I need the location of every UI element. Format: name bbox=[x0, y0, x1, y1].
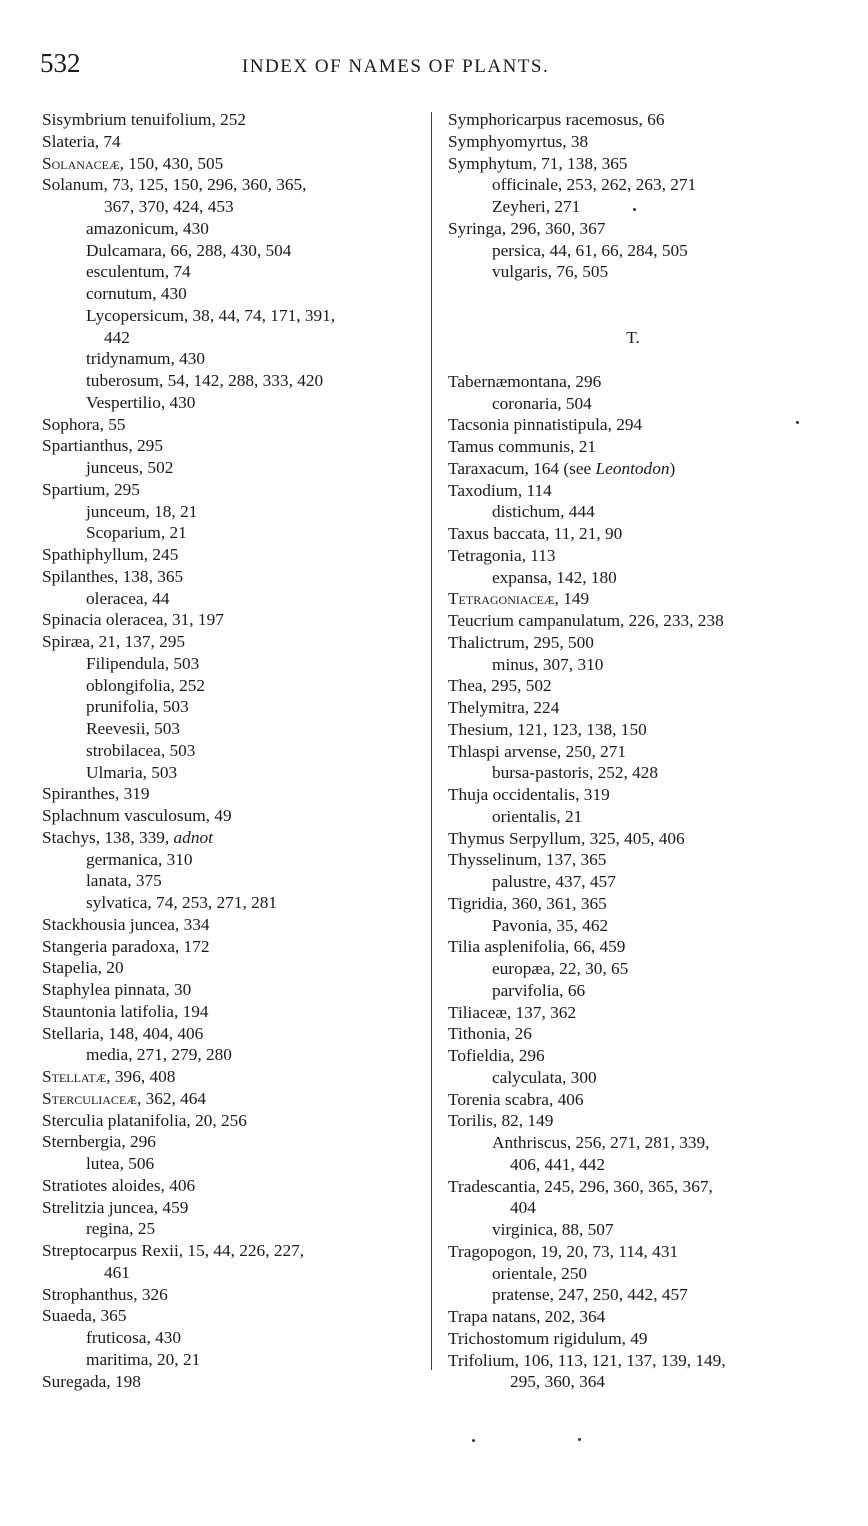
index-entry: Thuja occidentalis, 319 bbox=[448, 785, 610, 804]
index-entry: Tragopogon, 19, 20, 73, 114, 431 bbox=[448, 1241, 679, 1261]
index-entry: Tofieldia, 296 bbox=[448, 1046, 545, 1065]
index-entry: Trichostomum rigidulum, 49 bbox=[448, 1328, 648, 1348]
index-entry: Thysselinum, 137, 365 bbox=[448, 850, 607, 870]
index-entry: Reevesii, 503 bbox=[86, 719, 181, 738]
index-entry: Symphyomyrtus, 38 bbox=[448, 131, 589, 151]
index-entry: Sisymbrium tenuifolium, 252 bbox=[42, 110, 247, 129]
index-entry: Suaeda, 365 bbox=[42, 1306, 127, 1326]
index-entry: Staphylea pinnata, 30 bbox=[42, 980, 192, 999]
index-entry: Stapelia, 20 bbox=[42, 958, 124, 978]
page-header bbox=[40, 46, 830, 86]
index-entry: 295, 360, 364 bbox=[510, 1372, 606, 1392]
index-entry: pratense, 247, 250, 442, 457 bbox=[492, 1285, 688, 1305]
index-entry: maritima, 20, 21 bbox=[86, 1349, 201, 1369]
index-entry: lutea, 506 bbox=[86, 1154, 155, 1173]
index-entry: amazonicum, 430 bbox=[86, 218, 209, 238]
index-entry: Anthriscus, 256, 271, 281, 339, bbox=[492, 1133, 710, 1152]
index-entry: Thesium, 121, 123, 138, 150 bbox=[448, 719, 647, 739]
print-speck bbox=[578, 1438, 581, 1441]
index-entry: strobilacea, 503 bbox=[86, 740, 196, 760]
index-entry: esculentum, 74 bbox=[86, 262, 191, 282]
index-entry: lanata, 375 bbox=[86, 871, 162, 891]
index-entry: Tacsonia pinnatistipula, 294 bbox=[448, 415, 643, 435]
index-entry: Spartianthus, 295 bbox=[42, 436, 163, 456]
index-entry: Stellaria, 148, 404, 406 bbox=[42, 1023, 204, 1043]
index-entry: Trapa natans, 202, 364 bbox=[448, 1307, 606, 1326]
index-column-left bbox=[42, 109, 427, 1392]
index-entry: bursa-pastoris, 252, 428 bbox=[492, 763, 659, 783]
index-entry: Spinacia oleracea, 31, 197 bbox=[42, 610, 224, 630]
index-entry: tridynamum, 430 bbox=[86, 349, 206, 369]
index-entry: Thymus Serpyllum, 325, 405, 406 bbox=[448, 828, 685, 848]
index-entry: Solanum, 73, 125, 150, 296, 360, 365, bbox=[42, 175, 307, 195]
index-entry: Trifolium, 106, 113, 121, 137, 139, 149, bbox=[448, 1350, 726, 1370]
index-entry: Sterculia platanifolia, 20, 256 bbox=[42, 1110, 247, 1130]
index-entry: Thalictrum, 295, 500 bbox=[448, 632, 594, 652]
index-entry: Taraxacum, 164 (see Leontodon) bbox=[448, 458, 676, 478]
index-entry: Dulcamara, 66, 288, 430, 504 bbox=[86, 240, 292, 260]
index-entry: Streptocarpus Rexii, 15, 44, 226, 227, bbox=[42, 1241, 305, 1260]
index-entry: Taxus baccata, 11, 21, 90 bbox=[448, 524, 623, 543]
index-entry: Tigridia, 360, 361, 365 bbox=[448, 893, 607, 913]
index-entry: Torenia scabra, 406 bbox=[448, 1089, 584, 1109]
index-entry: Spilanthes, 138, 365 bbox=[42, 566, 184, 586]
index-entry: Filipendula, 503 bbox=[86, 653, 200, 673]
index-entry: oblongifolia, 252 bbox=[86, 675, 206, 695]
index-entry: Slateria, 74 bbox=[42, 131, 121, 151]
index-entry: Thlaspi arvense, 250, 271 bbox=[448, 741, 627, 761]
index-entry: distichum, 444 bbox=[492, 502, 595, 522]
index-entry: Stellatæ, 396, 408 bbox=[42, 1067, 176, 1086]
index-entry: 406, 441, 442 bbox=[510, 1154, 606, 1174]
index-entry: Sternbergia, 296 bbox=[42, 1132, 156, 1152]
index-entry: Zeyheri, 271 bbox=[492, 197, 581, 216]
index-entry: minus, 307, 310 bbox=[492, 654, 604, 674]
index-entry: Thea, 295, 502 bbox=[448, 676, 552, 696]
index-entry: Spiræa, 21, 137, 295 bbox=[42, 632, 186, 651]
running-title: INDEX OF NAMES OF PLANTS. bbox=[242, 56, 550, 77]
index-entry: cornutum, 430 bbox=[86, 284, 187, 303]
index-entry: Stangeria paradoxa, 172 bbox=[42, 936, 210, 956]
index-entry: Thelymitra, 224 bbox=[448, 698, 560, 717]
index-entry: orientalis, 21 bbox=[492, 806, 583, 826]
index-entry: germanica, 310 bbox=[86, 849, 193, 869]
index-entry: 404 bbox=[510, 1198, 536, 1218]
index-entry: Tamus communis, 21 bbox=[448, 437, 597, 456]
index-entry: fruticosa, 430 bbox=[86, 1328, 182, 1347]
index-entry: Tetragoniaceæ, 149 bbox=[448, 589, 590, 609]
index-entry: Strelitzia juncea, 459 bbox=[42, 1197, 189, 1217]
index-entry: 442 bbox=[104, 327, 130, 347]
index-entry: Symphytum, 71, 138, 365 bbox=[448, 153, 628, 173]
index-entry: Vespertilio, 430 bbox=[86, 392, 196, 412]
index-entry: Sterculiaceæ, 362, 464 bbox=[42, 1088, 207, 1108]
index-entry: 461 bbox=[104, 1262, 130, 1282]
index-entry: Sophora, 55 bbox=[42, 414, 126, 434]
index-entry: Stachys, 138, 339, adnot bbox=[42, 827, 213, 847]
section-letter-heading: T. bbox=[626, 328, 640, 347]
index-entry: palustre, 437, 457 bbox=[492, 872, 616, 891]
index-entry: Stratiotes aloides, 406 bbox=[42, 1175, 196, 1195]
index-entry: europæa, 22, 30, 65 bbox=[492, 959, 629, 978]
index-entry: Pavonia, 35, 462 bbox=[492, 915, 609, 935]
index-entry: Torilis, 82, 149 bbox=[448, 1111, 554, 1131]
index-entry: Strophanthus, 326 bbox=[42, 1284, 168, 1304]
index-entry: tuberosum, 54, 142, 288, 333, 420 bbox=[86, 371, 324, 390]
index-entry: oleracea, 44 bbox=[86, 588, 170, 608]
column-divider bbox=[431, 112, 432, 1370]
index-entry: prunifolia, 503 bbox=[86, 697, 189, 717]
index-entry: Spathiphyllum, 245 bbox=[42, 545, 179, 564]
index-entry: virginica, 88, 507 bbox=[492, 1220, 614, 1239]
index-entry: Stauntonia latifolia, 194 bbox=[42, 1001, 209, 1021]
index-entry: Tetragonia, 113 bbox=[448, 545, 556, 565]
index-entry: 367, 370, 424, 453 bbox=[104, 197, 234, 216]
index-column-right bbox=[448, 109, 838, 1393]
index-entry: Lycopersicum, 38, 44, 74, 171, 391, bbox=[86, 305, 336, 325]
index-entry: Solanaceæ, 150, 430, 505 bbox=[42, 153, 224, 173]
index-entry: Scoparium, 21 bbox=[86, 523, 187, 543]
index-entry: regina, 25 bbox=[86, 1219, 156, 1239]
index-entry: Taxodium, 114 bbox=[448, 480, 552, 500]
index-entry: parvifolia, 66 bbox=[492, 980, 586, 1000]
index-entry: Tilia asplenifolia, 66, 459 bbox=[448, 937, 626, 957]
index-entry: officinale, 253, 262, 263, 271 bbox=[492, 175, 697, 195]
print-speck bbox=[633, 208, 636, 211]
index-entry: Tradescantia, 245, 296, 360, 365, 367, bbox=[448, 1176, 713, 1196]
index-entry: Tithonia, 26 bbox=[448, 1024, 532, 1044]
page-number: 532 bbox=[40, 48, 81, 78]
index-group-s-continued bbox=[448, 109, 838, 283]
index-entry: Tiliaceæ, 137, 362 bbox=[448, 1002, 577, 1022]
index-group-t bbox=[448, 371, 838, 1393]
print-speck bbox=[796, 421, 799, 424]
index-entry: Teucrium campanulatum, 226, 233, 238 bbox=[448, 611, 724, 630]
index-entry: Ulmaria, 503 bbox=[86, 762, 178, 782]
index-entry: Suregada, 198 bbox=[42, 1371, 141, 1391]
index-entry: expansa, 142, 180 bbox=[492, 567, 617, 587]
index-entry: vulgaris, 76, 505 bbox=[492, 262, 609, 282]
index-entry: media, 271, 279, 280 bbox=[86, 1045, 232, 1065]
index-entry: Spiranthes, 319 bbox=[42, 784, 150, 804]
index-entry: junceum, 18, 21 bbox=[86, 501, 198, 521]
index-entry: calyculata, 300 bbox=[492, 1067, 597, 1087]
index-entry: coronaria, 504 bbox=[492, 393, 592, 413]
index-entry: junceus, 502 bbox=[86, 458, 174, 477]
index-entry: Syringa, 296, 360, 367 bbox=[448, 218, 606, 238]
index-entry: orientale, 250 bbox=[492, 1263, 588, 1283]
index-entry: Tabernæmontana, 296 bbox=[448, 371, 602, 391]
index-entry: Symphoricarpus racemosus, 66 bbox=[448, 110, 665, 129]
index-entry: Spartium, 295 bbox=[42, 479, 140, 499]
index-entry: sylvatica, 74, 253, 271, 281 bbox=[86, 893, 278, 912]
print-speck bbox=[472, 1439, 475, 1442]
index-entry: persica, 44, 61, 66, 284, 505 bbox=[492, 240, 688, 260]
index-entry: Splachnum vasculosum, 49 bbox=[42, 806, 232, 825]
index-entry: Stackhousia juncea, 334 bbox=[42, 914, 210, 934]
